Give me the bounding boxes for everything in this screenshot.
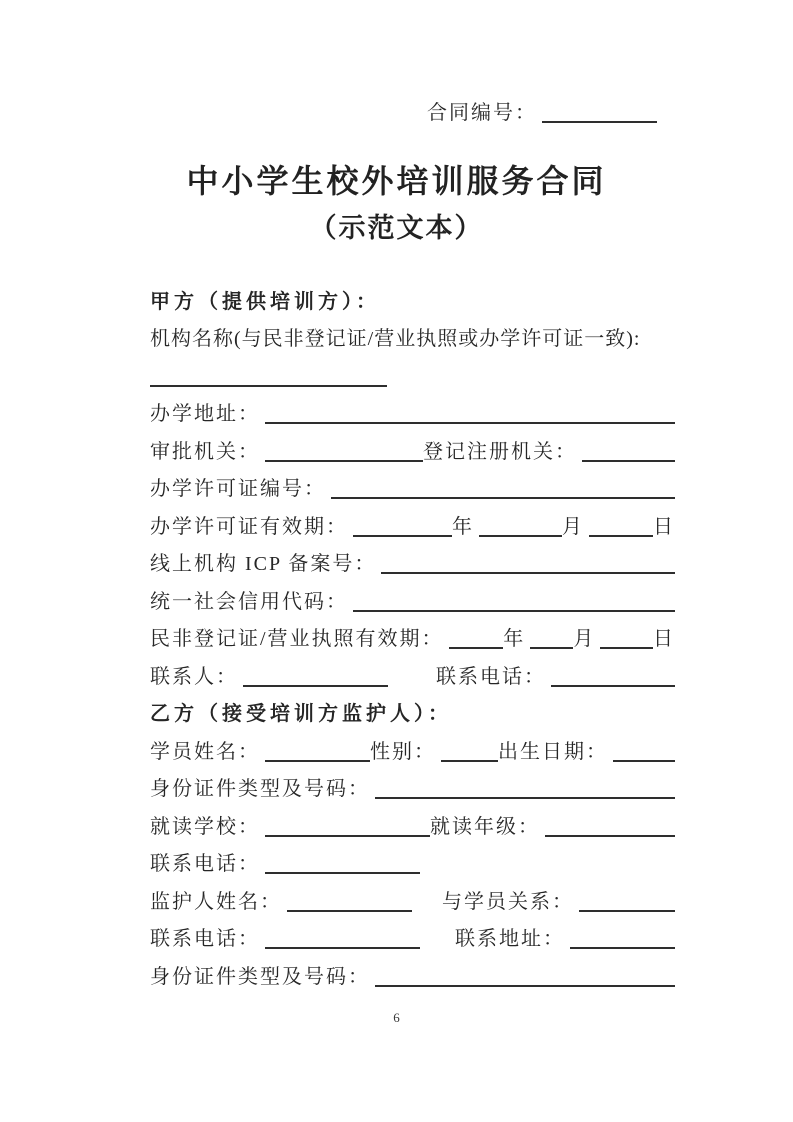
relation-label: 与学员关系： (442, 890, 574, 913)
credit-code-blank (353, 609, 675, 612)
guardian-phone-label: 联系电话： (150, 928, 260, 950)
year-label: 年 (503, 628, 526, 650)
school-blank (265, 834, 430, 837)
student-id-blank (375, 796, 675, 799)
license-validity-day-blank (589, 534, 653, 537)
student-id-label: 身份证件类型及号码： (150, 778, 370, 800)
guardian-phone-blank (265, 946, 420, 949)
approval-org-blank (265, 459, 423, 462)
guardian-name-blank (287, 909, 412, 912)
address-blank (265, 421, 675, 424)
month-label: 月 (573, 628, 596, 650)
contract-number-blank (542, 120, 657, 123)
guardian-name-row (150, 881, 675, 919)
biz-validity-label: 民非登记证/营业执照有效期： (150, 628, 444, 650)
party-b-heading-row (150, 694, 675, 732)
gender-blank (441, 759, 498, 762)
contract-form (0, 281, 793, 994)
student-phone-blank (265, 871, 420, 874)
reg-org-blank (582, 459, 675, 462)
student-phone-row (150, 844, 675, 882)
month-label: 月 (561, 515, 584, 538)
guardian-phone-row (150, 919, 675, 957)
icp-no-label: 线上机构 ICP 备案号： (150, 553, 377, 575)
license-no-blank (331, 496, 675, 499)
guardian-id-row (150, 956, 675, 994)
address-row (150, 394, 675, 432)
student-name-blank (265, 759, 370, 762)
year-label: 年 (451, 515, 474, 538)
biz-validity-month-blank (530, 646, 573, 649)
gender-label: 性别： (370, 740, 436, 763)
contact-address-label: 联系地址： (455, 928, 565, 950)
org-name-row (150, 319, 675, 357)
guardian-id-blank (375, 984, 675, 987)
org-name-blank-row (150, 356, 675, 394)
contract-number-label: 合同编号： (427, 102, 537, 124)
grade-blank (545, 834, 675, 837)
birth-date-label: 出生日期： (498, 740, 608, 763)
credit-code-row (150, 581, 675, 619)
day-label: 日 (653, 515, 675, 538)
document-title: 中小学生校外培训服务合同 (186, 163, 607, 199)
party-b-heading: 乙方（接受培训方监护人）： (150, 703, 452, 725)
credit-code-label: 统一社会信用代码： (150, 590, 348, 613)
guardian-name-label: 监护人姓名： (150, 890, 282, 913)
contact-address-blank (570, 946, 675, 949)
party-a-heading-row (150, 281, 675, 319)
grade-label: 就读年级： (430, 815, 540, 838)
biz-validity-row (150, 619, 675, 657)
icp-no-blank (381, 571, 675, 574)
student-phone-label: 联系电话： (150, 853, 260, 875)
contact-person-row (150, 656, 675, 694)
student-name-row (150, 731, 675, 769)
student-name-label: 学员姓名： (150, 740, 260, 763)
school-row (150, 806, 675, 844)
license-no-label: 办学许可证编号： (150, 478, 326, 500)
contact-phone-label: 联系电话： (436, 665, 546, 688)
org-name-blank (150, 384, 387, 387)
day-label: 日 (653, 628, 676, 650)
org-name-label: 机构名称(与民非登记证/营业执照或办学许可证一致): (150, 328, 641, 350)
school-label: 就读学校： (150, 815, 260, 838)
guardian-id-label: 身份证件类型及号码： (150, 965, 370, 988)
license-validity-label: 办学许可证有效期： (150, 515, 348, 538)
page-number: 6 (393, 1009, 400, 1025)
approval-org-label: 审批机关： (150, 440, 260, 463)
document-subtitle: （示范文本） (309, 213, 484, 243)
biz-validity-day-blank (600, 646, 653, 649)
relation-blank (579, 909, 675, 912)
address-label: 办学地址： (150, 403, 260, 425)
reg-org-label: 登记注册机关： (423, 440, 577, 463)
contract-number-row (0, 98, 793, 130)
student-id-row (150, 769, 675, 807)
license-validity-year-blank (353, 534, 452, 537)
contact-person-label: 联系人： (150, 665, 238, 688)
birth-date-blank (613, 759, 675, 762)
license-validity-row (150, 506, 675, 544)
icp-no-row (150, 544, 675, 582)
contact-phone-blank (551, 684, 675, 687)
biz-validity-year-blank (449, 646, 504, 649)
license-validity-month-blank (479, 534, 562, 537)
contact-person-blank (243, 684, 388, 687)
approval-org-row (150, 431, 675, 469)
party-a-heading: 甲方（提供培训方）： (150, 290, 380, 313)
license-no-row (150, 469, 675, 507)
